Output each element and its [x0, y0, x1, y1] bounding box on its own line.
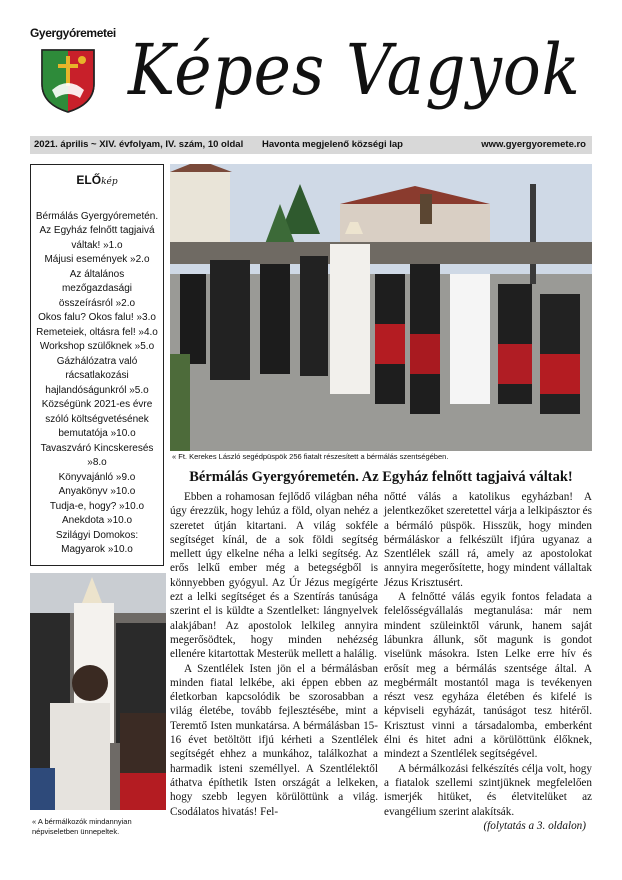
article-column-1 [170, 490, 378, 819]
side-photo [30, 573, 166, 810]
article-paragraph: nőtté válás a katolikus egyházban! A jelentkezőket szeretettel várja a lelkipásztor és a bérmáló püspök. Hisszük, hogy minden bérmáláskor a felkészült ifjúra ugyanaz a Szentlélek száll rá, amely az apostolokat annyira megerősítette, hogy mindent vállaltak Jézus Krisztusért. [384, 491, 592, 589]
toc-item[interactable]: Az általános mezőgazdasági összeírásról »2.o [58, 268, 136, 309]
toc-item[interactable]: Remeteiek, oltásra fel! »4.o [36, 326, 158, 338]
article-paragraph: Ebben a rohamosan fejlődő világban néha úgy érezzük, hogy lehúz a föld, olyan nehéz a szeretet útján kitartani. A világ sokféle segítséget kínál, de a sok földi segítség mellett úgy elkelne néha a lelki segítség. Az erős lelkű ember még a betegségből is könnyebben gyógyul. Az Úr Jézus megígérte ezt a lelki segítséget és a Szentírás tanúsága szerint el is küldte a Szentlelket: lángnyelvek alakjában! Az apostolok lelkileg annyira megerősödtek, hogy minden nehézség ellenére kitartottak Mesterük mellett a halálig. [170, 491, 378, 661]
continued-note[interactable]: (folytatás a 3. oldalon) [483, 819, 586, 832]
masthead-title: Képes Vagyok [128, 29, 581, 111]
toc-item[interactable]: Májusi események »2.o [44, 254, 150, 265]
article-paragraph: A felnőtté válás egyik fontos feladata a felelősségvállalás megtanulása: már nem mindent szüleinktől várunk, hanem saját lábunkra állunk, sőt magunk is gondot viselünk másokra. Isten Lelke erre hív és erősít meg a bérmálás szentsége által. A megbérmált mostantól maga is tevékenyen részt vesz egyháza életében és kifelé is képviseli egyházát, tanúságot tesz hitéről. Krisztust vinni a társadalomba, emberként élni és hitet adni a körülöttünk élőknek, mindezt a Szentlélek segítségével. [384, 591, 592, 761]
article-paragraph: A bérmálkozási felkészítés célja volt, hogy a fiatalok szellemi szintjüknek megfelelően ismerjék hitüket, és életvitelüket az evangélium szerint alakítsák. [384, 762, 592, 818]
village-label: Gyergyóremetei [30, 26, 116, 40]
toc-heading: ELŐkép [76, 173, 118, 187]
main-photo [170, 164, 592, 451]
publication-tagline: Havonta megjelenő községi lap [262, 139, 403, 150]
coat-of-arms-icon [40, 46, 96, 114]
toc-item[interactable]: Anekdota »10.o [61, 515, 133, 526]
article-headline: Bérmálás Gyergyóremetén. Az Egyház felnőtt tagjaivá váltak! [189, 469, 573, 485]
toc-item[interactable]: Tudja-e, hogy? »10.o [49, 500, 145, 512]
website-link[interactable]: www.gyergyoremete.ro [481, 139, 586, 150]
toc-item[interactable]: Workshop szülőknek »5.o [39, 341, 155, 352]
article-paragraph: A Szentlélek Isten jön el a bérmálásban minden fiatal lelkébe, aki éppen ebben az életkorban kapcsolódik be szorosabban a világ életébe, tovább fejlesztésébe, mint a Teremtő Isten munkatársa. A bérmálásban 15-16 évet betöltött ifjú kérheti a Szentlélek segítségét ehhez a munkához, találkozhat a harmadik isteni személlyel. A Szentlélektől áthatva építhetik Isten országát a lelkeken, hogy szebb legyen körülöttünk a világ. Csodálatos hivatás! Fel- [170, 662, 378, 818]
toc-item[interactable]: Okos falu? Okos falu! »3.o [38, 312, 156, 323]
toc-item[interactable]: Gázhálózatra való rácsatlakozási hajlandóságunkról »5.o [45, 355, 149, 396]
toc-item[interactable]: Anyakönyv »10.o [58, 486, 136, 497]
issue-info-bar [30, 136, 592, 154]
toc-item[interactable]: Bérmálás Gyergyóremetén. Az Egyház felnőtt tagjaivá váltak! »1.o [35, 210, 159, 251]
toc-item[interactable]: Szilágyi Domokos: Magyarok »10.o [55, 529, 139, 555]
article-column-2 [384, 490, 592, 833]
toc-item[interactable]: Községünk 2021-es évre szóló költségvetésének bemutatója »10.o [41, 399, 153, 439]
toc-item[interactable]: Könyvajánló »9.o [58, 471, 136, 483]
issue-details: 2021. április ~ XIV. évfolyam, IV. szám, 10 oldal [34, 139, 244, 150]
main-photo-caption: « Ft. Kerekes László segédpüspök 256 fiatalt részesített a bérmálás szentségében. [172, 452, 449, 461]
toc-item[interactable]: Tavaszváró Kincskeresés »8.o [40, 442, 154, 468]
table-of-contents [30, 164, 164, 566]
side-photo-caption: « A bérmálkozók mindannyian népviseletben ünnepeltek. [32, 817, 132, 836]
